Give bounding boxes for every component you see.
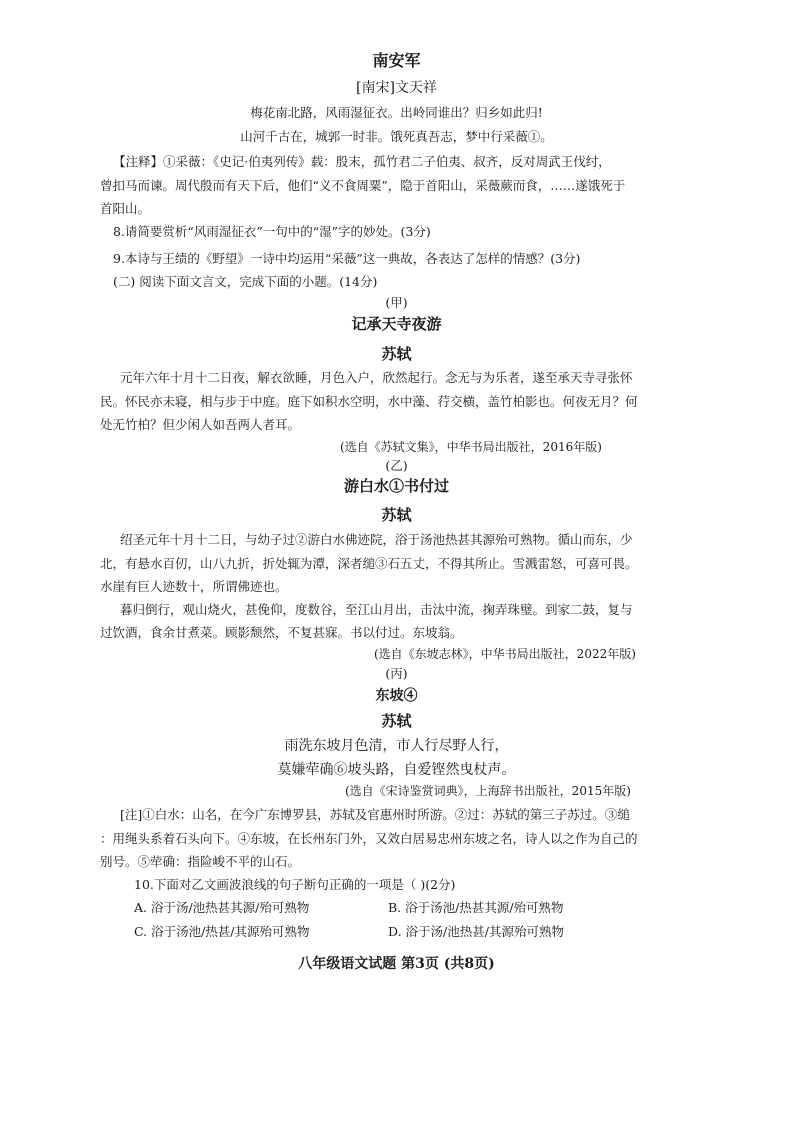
passage-a-title: 记承天寺夜游 bbox=[351, 315, 442, 333]
question-10-option-a: A. 浴于汤/池热甚其源/殆可熟物 bbox=[134, 900, 310, 915]
passage-a-line-2: 民。怀民亦未寝，相与步于中庭。庭下如积水空明，水中藻、荇交横，盖竹柏影也。何夜无月？何 bbox=[100, 394, 638, 409]
poem-note-line-2: 曾扣马而谏。周代殷而有天下后，他们“义不食周粟”，隐于首阳山，采薇蕨而食，……遂饿死于 bbox=[100, 178, 626, 193]
question-10-option-c: C. 浴于汤池/热甚/其源殆可熟物 bbox=[134, 924, 310, 939]
question-8: 8.请简要赏析“风雨湿征衣”一句中的“湿”字的妙处。(3分) bbox=[113, 224, 431, 239]
poem-line-2: 山河千古在，城郭一时非。饿死真吾志，梦中行采薇①。 bbox=[240, 129, 553, 144]
passage-a-line-3: 处无竹柏？但少闲人如吾两人者耳。 bbox=[100, 417, 301, 432]
passage-c-title: 东坡④ bbox=[375, 688, 418, 704]
poem-note-line-3: 首阳山。 bbox=[100, 201, 151, 216]
page-footer: 八年级语文试题 第3页 (共8页) bbox=[298, 956, 495, 972]
passage-a-label: (甲) bbox=[385, 295, 408, 310]
passage-b-title: 游白水①书付过 bbox=[343, 477, 449, 495]
passage-b-author: 苏轼 bbox=[381, 506, 412, 524]
notes-line-1: [注]①白水：山名，在今广东博罗县，苏轼及官惠州时所游。②过：苏轼的第三子苏过。③缒 bbox=[120, 807, 630, 822]
poem-title: 南安军 bbox=[372, 51, 421, 70]
passage-b-source: (选自《东坡志林》，中华书局出版社，2022年版) bbox=[374, 647, 636, 661]
passage-b-line-4: 暮归倒行，观山烧火，甚俛仰，度数谷，至江山月出，击汰中流，掬弄珠璧。到家二鼓，复与 bbox=[120, 602, 633, 617]
passage-b-line-2: 北，有悬水百仞，山八九折，折处辄为潭，深者缒③石五丈，不得其所止。雪溅雷怒，可喜可畏。 bbox=[100, 556, 638, 571]
poem-note-line-1: 【注释】①采薇：《史记·伯夷列传》载：殷末，孤竹君二子伯夷、叔齐，反对周武王伐纣， bbox=[113, 154, 611, 169]
passage-c-author: 苏轼 bbox=[381, 712, 412, 730]
passage-c-line-1: 雨洗东坡月色清，市人行尽野人行， bbox=[284, 738, 509, 754]
passage-c-line-2: 莫嫌荦确⑥坡头路，自爱铿然曳杖声。 bbox=[277, 762, 516, 778]
question-9: 9.本诗与王绩的《野望》一诗中均运用“采薇”这一典故，各表达了怎样的情感？(3分) bbox=[113, 251, 581, 266]
poem-author: [南宋]文天祥 bbox=[356, 80, 437, 96]
question-10-option-d: D. 浴于汤/池热甚/其源殆可熟物 bbox=[388, 924, 564, 939]
passage-b-line-5: 过饮酒，食余甘煮菜。顾影颓然，不复甚寐。书以付过。东坡翁。 bbox=[100, 625, 463, 640]
notes-line-2: ：用绳头系着石头向下。④东坡，在长州东门外，又效白居易忠州东坡之名，诗人以之作为自己的 bbox=[100, 831, 638, 846]
passage-a-author: 苏轼 bbox=[381, 345, 412, 363]
passage-b-line-3: 水崖有巨人迹数十，所谓佛迹也。 bbox=[100, 579, 288, 594]
notes-line-3: 别号。⑤荦确：指险峻不平的山石。 bbox=[100, 854, 301, 869]
passage-a-line-1: 元年六年十月十二日夜，解衣欲睡，月色入户，欣然起行。念无与为乐者，遂至承天寺寻张怀 bbox=[120, 370, 633, 385]
question-10: 10.下面对乙文画波浪线的句子断句正确的一项是（ )(2分) bbox=[134, 877, 456, 892]
section-2-heading: (二) 阅读下面文言文，完成下面的小题。(14分) bbox=[113, 274, 378, 289]
poem-line-1: 梅花南北路，风雨湿征衣。出岭同谁出？归乡如此归! bbox=[250, 105, 543, 120]
passage-c-source: (选自《宋诗鉴赏词典》，上海辞书出版社，2015年版) bbox=[345, 784, 631, 798]
passage-b-label: (乙) bbox=[385, 458, 408, 473]
question-10-option-b: B. 浴于汤池/热甚其源/殆可熟物 bbox=[388, 900, 564, 915]
passage-a-source: (选自《苏轼文集》，中华书局出版社，2016年版) bbox=[340, 440, 602, 454]
passage-b-line-1: 绍圣元年十月十二日，与幼子过②游白水佛迹院，浴于汤池热甚其源殆可熟物。循山而东，少 bbox=[120, 532, 633, 547]
passage-c-label: (丙) bbox=[385, 666, 408, 681]
